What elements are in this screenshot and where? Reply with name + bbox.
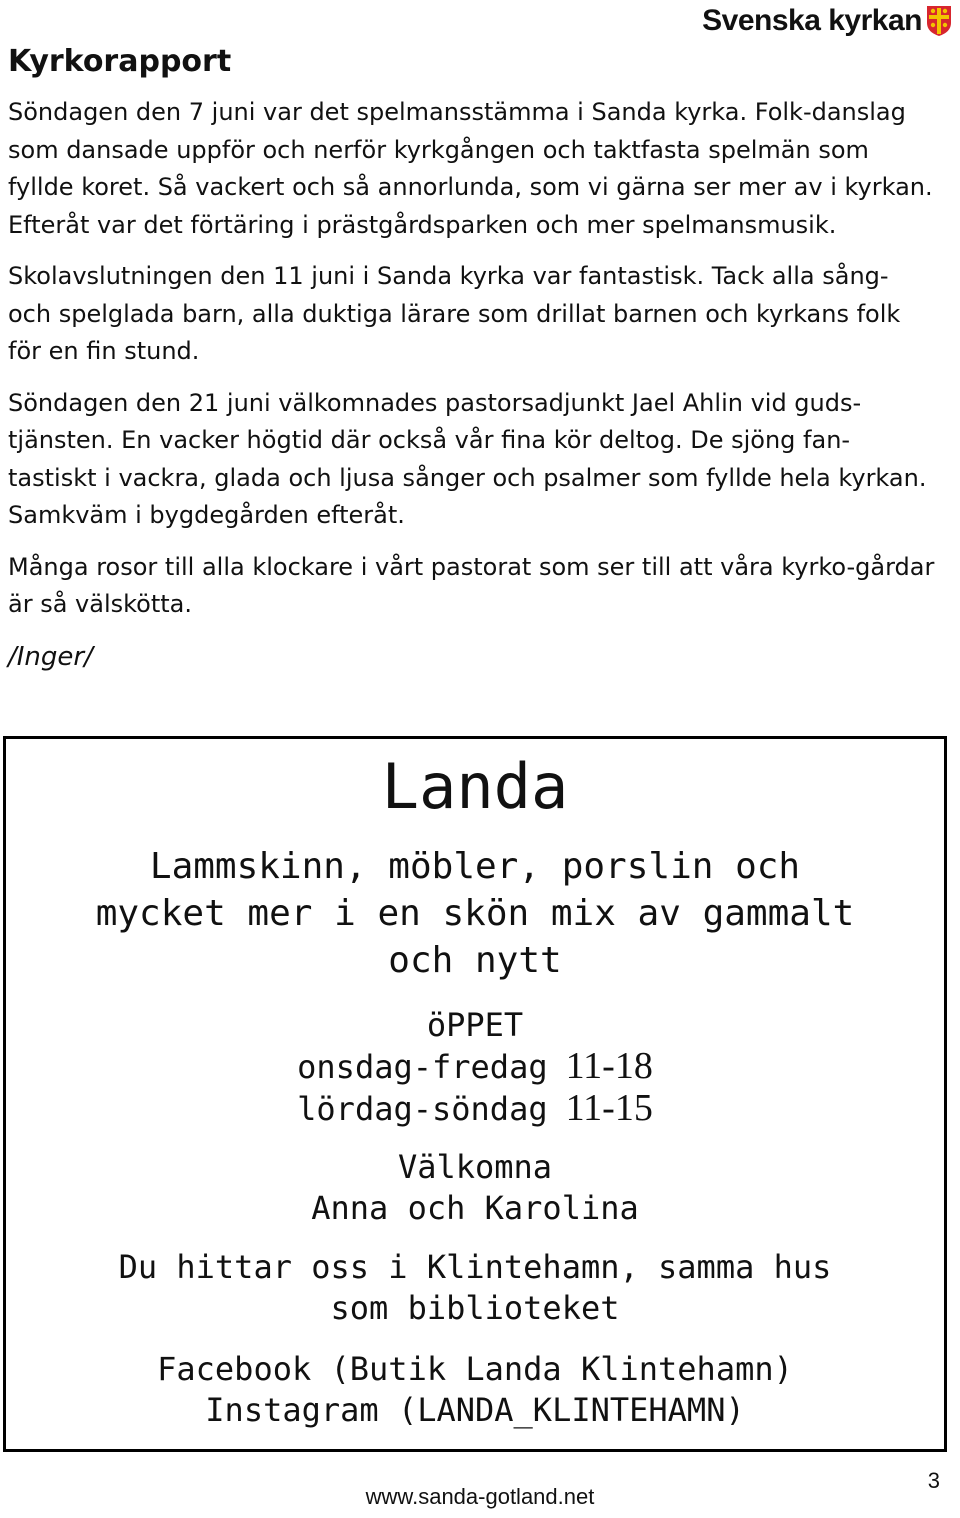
hours-days: lördag-söndag xyxy=(297,1090,548,1128)
ad-tagline-line: Lammskinn, möbler, porslin och xyxy=(149,846,801,887)
ad-instagram: Instagram (LANDA_KLINTEHAMN) xyxy=(205,1391,745,1429)
ad-owner-names: Anna och Karolina xyxy=(311,1189,639,1227)
ad-location-line: som biblioteket xyxy=(330,1289,620,1327)
paragraph-spelmansstamma: Söndagen den 7 juni var det spelmansstämma i Sanda kyrka. Folk-danslag som dansade uppför och nerför kyrkgången och taktfasta spelmän som fyllde koret. Så vackert och så annorlunda, som vi gärna ser mer av i kyrkan. Efteråt var det förtäring i prästgårdsparken och mer spelmansmusik. xyxy=(8,98,933,239)
church-report-article xyxy=(8,42,938,676)
ad-location-line: Du hittar oss i Klintehamn, samma hus xyxy=(118,1248,832,1286)
hours-days: onsdag-fredag xyxy=(297,1048,548,1086)
ad-opening-hours xyxy=(6,1005,944,1130)
ad-welcome xyxy=(6,1147,944,1229)
article-title: Kyrkorapport xyxy=(8,44,232,79)
ad-welcome-text: Välkomna xyxy=(397,1148,553,1186)
hours-row xyxy=(6,1088,944,1130)
ad-open-label: öPPET xyxy=(426,1006,524,1044)
hours-time: 11-18 xyxy=(565,1045,653,1087)
ad-location xyxy=(6,1247,944,1329)
paragraph-klockare: Många rosor till alla klockare i vårt pastorat som ser till att våra kyrko-gårdar är så välskötta. xyxy=(8,552,935,618)
svenska-kyrkan-logo xyxy=(702,4,952,38)
ad-tagline-line: och nytt xyxy=(388,940,562,981)
article-signature: /Inger/ xyxy=(8,641,93,672)
page-number: 3 xyxy=(927,1468,940,1493)
logo-wordmark: Svenska kyrkan xyxy=(702,4,922,37)
ad-facebook: Facebook (Butik Landa Klintehamn) xyxy=(157,1350,793,1388)
landa-advertisement xyxy=(3,736,947,1452)
footer-url: www.sanda-gotland.net xyxy=(365,1484,595,1509)
hours-row xyxy=(6,1046,944,1088)
ad-tagline-line: mycket mer i en skön mix av gammalt xyxy=(95,893,855,934)
ad-tagline xyxy=(6,843,944,984)
ad-title: Landa xyxy=(381,750,569,823)
ad-social-links xyxy=(6,1349,944,1431)
paragraph-skolavslutning: Skolavslutningen den 11 juni i Sanda kyrka var fantastisk. Tack alla sång- och spelglada barn, alla duktiga lärare som drillat barnen och kyrkans folk för en fin stund. xyxy=(8,262,901,365)
church-shield-icon xyxy=(926,5,952,37)
paragraph-pastorsadjunkt: Söndagen den 21 juni välkomnades pastorsadjunkt Jael Ahlin vid guds-tjänsten. En vacker högtid där också vår fina kör deltog. De sjöng fan-tastiskt i vackra, glada och ljusa sånger och psalmer som fyllde hela kyrkan. Samkväm i bygdegården efteråt. xyxy=(8,388,927,529)
hours-time: 11-15 xyxy=(565,1087,653,1129)
